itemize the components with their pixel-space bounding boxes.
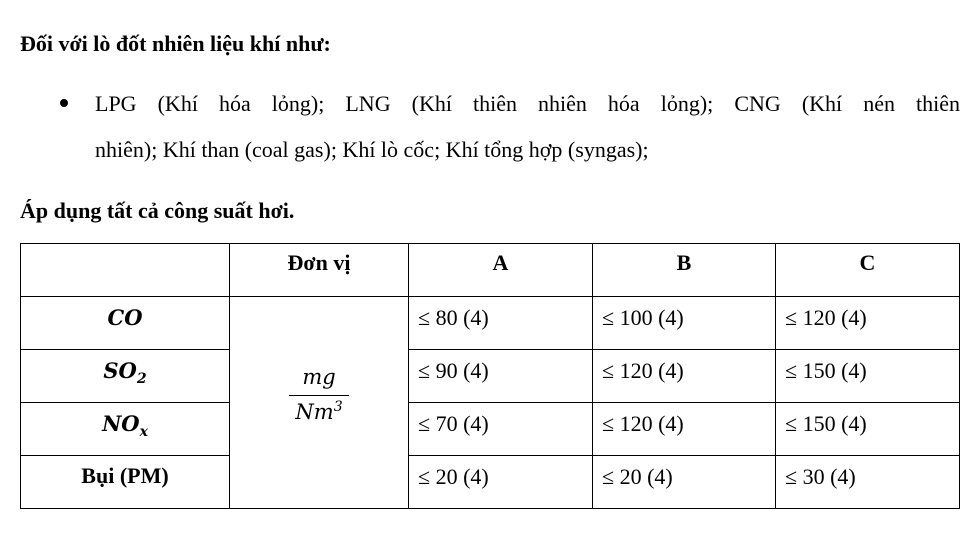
row-label-co: CO [21, 297, 230, 350]
header-empty [21, 244, 230, 297]
row-label-nox: $NO_x$ [21, 403, 230, 456]
table-row-co [21, 297, 960, 350]
row-label-pm: Bụi (PM) [21, 456, 230, 509]
header-a: A [409, 244, 593, 297]
unit-denominator: Nm$^3$ [295, 399, 343, 424]
table-row-pm [21, 456, 960, 509]
unit-numerator: mg [289, 363, 349, 396]
unit-fraction [230, 363, 408, 426]
cell-pm-b: ≤ 20 (4) [593, 456, 776, 509]
header-c: C [776, 244, 960, 297]
cell-co-a: ≤ 80 (4) [409, 297, 593, 350]
table-header-row [21, 244, 960, 297]
cell-so2-c: ≤ 150 (4) [776, 350, 960, 403]
cell-co-b: ≤ 100 (4) [593, 297, 776, 350]
fuel-list-line-2: nhiên); Khí than (coal gas); Khí lò cốc; Khí tổng hợp (syngas); [95, 137, 649, 162]
row-label-so2: $SO_2$ [21, 350, 230, 403]
cell-so2-b: ≤ 120 (4) [593, 350, 776, 403]
section-heading-scope: Áp dụng tất cả công suất hơi. [20, 198, 295, 223]
section-heading-gas-fuel: Đối với lò đốt nhiên liệu khí như: [20, 31, 331, 56]
cell-co-c: ≤ 120 (4) [776, 297, 960, 350]
header-b: B [593, 244, 776, 297]
cell-nox-a: ≤ 70 (4) [409, 403, 593, 456]
table-row-nox [21, 403, 960, 456]
cell-pm-c: ≤ 30 (4) [776, 456, 960, 509]
cell-nox-c: ≤ 150 (4) [776, 403, 960, 456]
header-unit: Đơn vị [230, 244, 409, 297]
bullet-icon [60, 99, 68, 107]
cell-pm-a: ≤ 20 (4) [409, 456, 593, 509]
cell-so2-a: ≤ 90 (4) [409, 350, 593, 403]
cell-nox-b: ≤ 120 (4) [593, 403, 776, 456]
fuel-list-line-1: LPG (Khí hóa lỏng); LNG (Khí thiên nhiên hóa lỏng); CNG (Khí nén thiên [95, 91, 960, 116]
table-row-so2 [21, 350, 960, 403]
unit-cell [230, 297, 409, 509]
emission-limits-table [20, 243, 960, 509]
